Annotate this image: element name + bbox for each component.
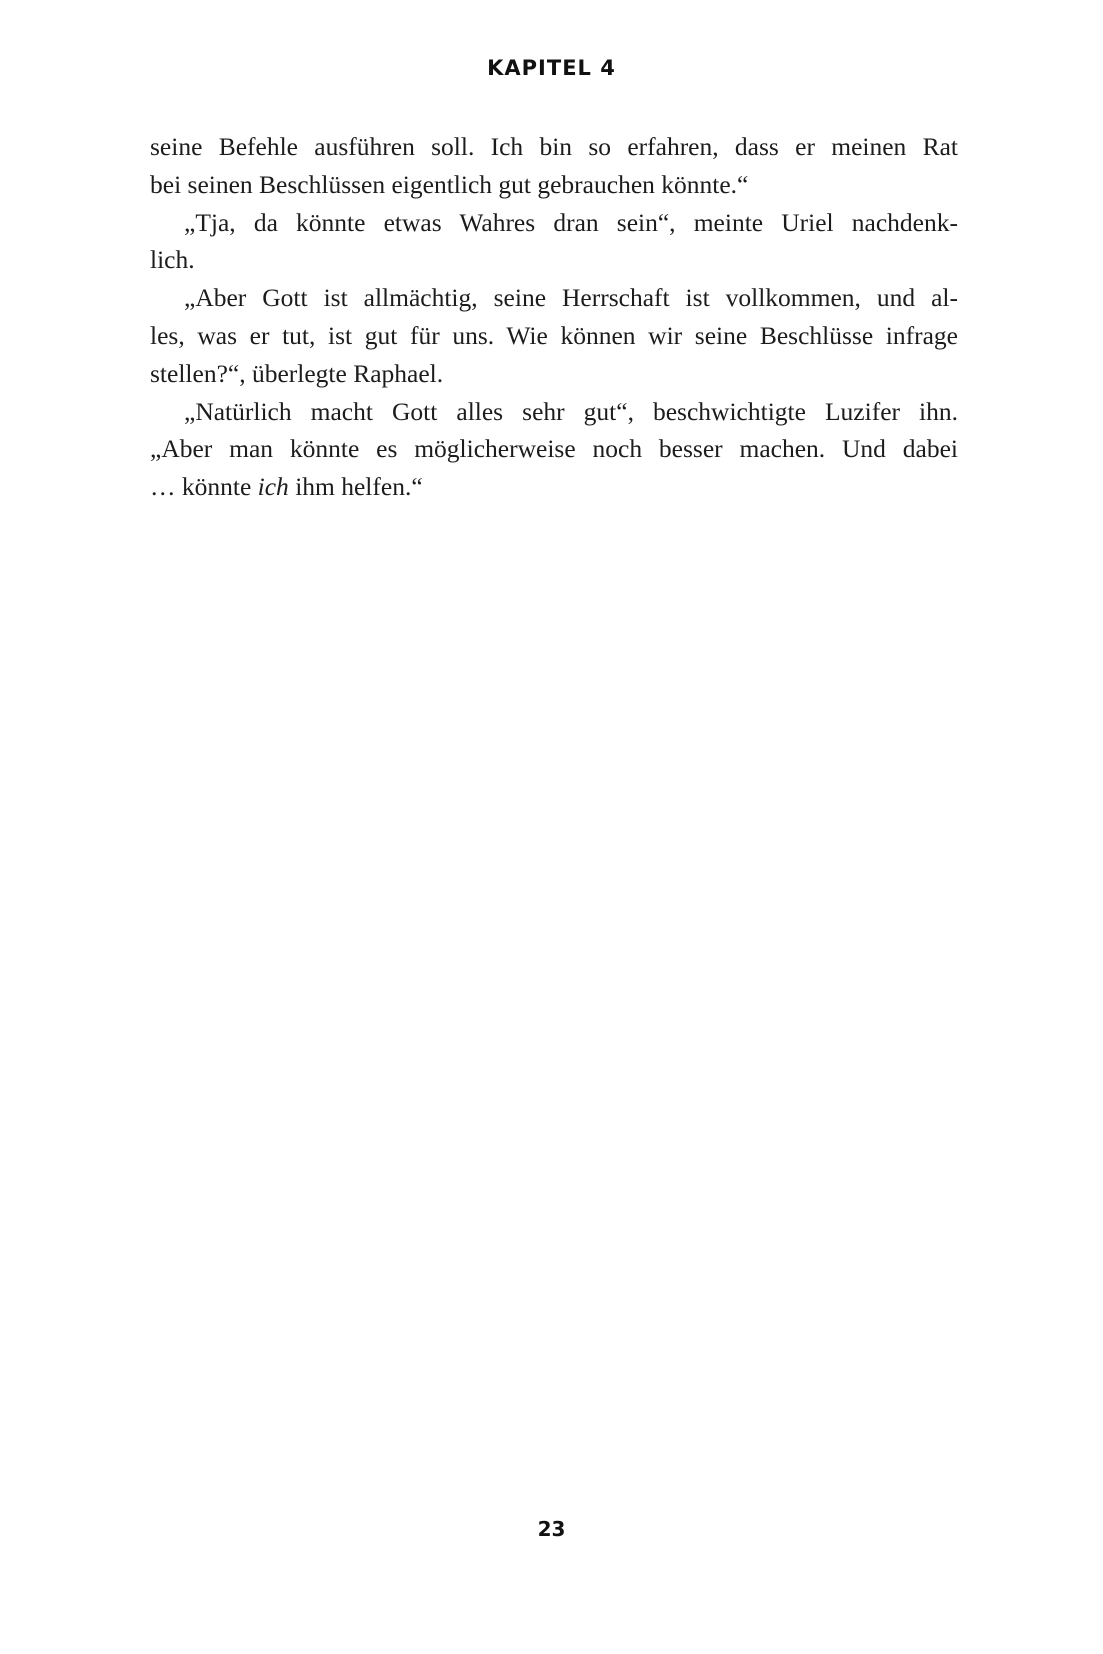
- last-line-start: … könnte: [150, 472, 258, 502]
- page-number: 23: [537, 1517, 566, 1541]
- text-line: „Natürlich macht Gott alles sehr gut“, beschwichtigte Luzifer ihn.: [184, 396, 958, 426]
- body-text: [150, 128, 958, 506]
- text-line: „Aber Gott ist allmächtig, seine Herrschaft ist vollkommen, und al-: [184, 283, 958, 313]
- text-line: seine Befehle ausführen soll. Ich bin so erfahren, dass er meinen Rat: [150, 132, 958, 161]
- text-line: bei seinen Beschlüssen eigentlich gut gebrauchen könnte.“: [150, 169, 749, 199]
- text-line-last: [150, 468, 958, 506]
- text-line: „Tja, da könnte etwas Wahres dran sein“, meinte Uriel nachdenk-: [184, 207, 958, 237]
- text-line: stellen?“, überlegte Raphael.: [150, 358, 444, 388]
- running-head: KAPITEL 4: [487, 56, 616, 80]
- emphasized-word: ich: [257, 472, 289, 502]
- text-line: les, was er tut, ist gut für uns. Wie können wir seine Beschlüsse infrage: [150, 320, 958, 350]
- text-line: „Aber man könnte es möglicherweise noch besser machen. Und dabei: [150, 434, 958, 464]
- last-line-end: ihm helfen.“: [288, 472, 423, 502]
- text-line: lich.: [150, 245, 195, 275]
